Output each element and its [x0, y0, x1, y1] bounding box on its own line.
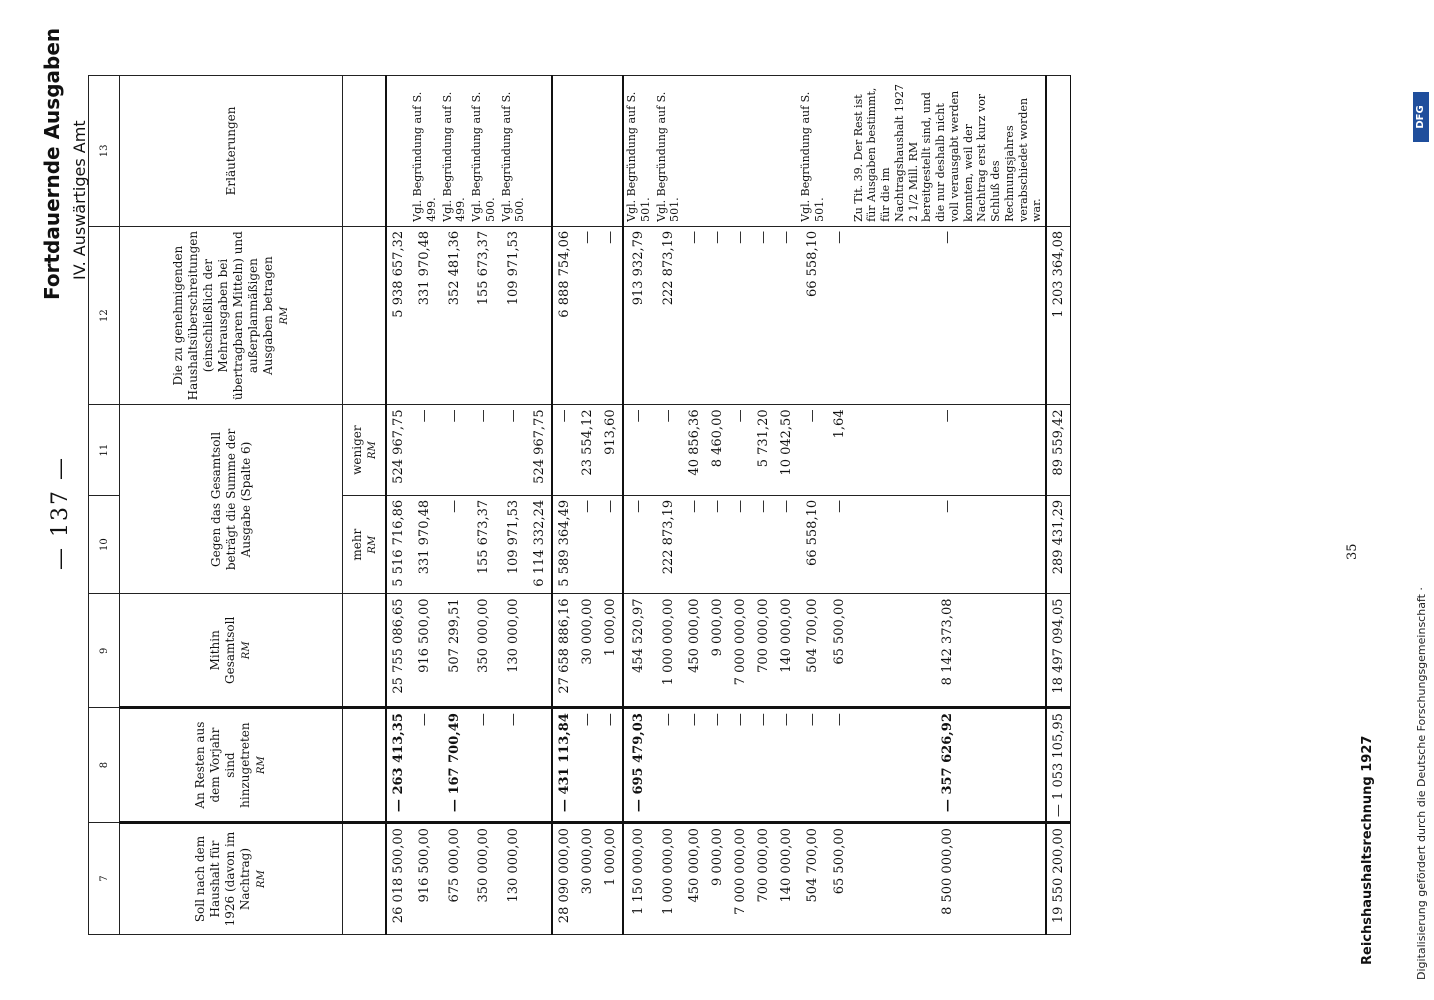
unit-label: RM	[278, 306, 290, 325]
cell-col11: —	[440, 405, 470, 495]
subheader-empty	[343, 226, 387, 405]
cell-col9: 1 000 000,00	[654, 594, 684, 708]
cell-col12: 66 558,10	[798, 226, 828, 405]
cell-col10: —	[706, 495, 729, 594]
cell-col12: 913 932,79	[623, 226, 654, 405]
cell-col10: 6 114 332,24	[528, 495, 552, 594]
header-col9-text: Mithin Gesamtsoll	[208, 616, 238, 684]
cell-col10: 66 558,10	[798, 495, 828, 594]
cell-col8: —	[828, 708, 851, 823]
cell-col11: 23 554,12	[576, 405, 599, 495]
colnum-12: 12	[89, 226, 120, 405]
cell-col11: 524 967,75	[528, 405, 552, 495]
cell-col12: —	[599, 226, 623, 405]
table-row	[775, 76, 798, 935]
cell-col7: 28 090 000,00	[552, 823, 576, 935]
header-col10-11: Gegen das Gesamtsoll beträgt die Summe der Ausgabe (Spalte 6)	[120, 405, 343, 594]
unit-label: RM	[367, 535, 378, 554]
cell-col13: Vgl. Begründung auf S. 499.	[410, 76, 440, 227]
cell-col11: 8 460,00	[706, 405, 729, 495]
digitization-note: Digitalisierung gefördert durch die Deutsche Forschungsgemeinschaft ·	[1415, 587, 1428, 980]
colnum-13: 13	[89, 76, 120, 227]
header-col13: Erläuterungen	[120, 76, 343, 227]
cell-col12: —	[851, 226, 1047, 405]
cell-col8	[528, 708, 552, 823]
cell-col10: —	[775, 495, 798, 594]
cell-col13	[1046, 76, 1071, 227]
subheader-empty	[343, 708, 387, 823]
cell-col7: 9 000,00	[706, 823, 729, 935]
table-row	[623, 76, 654, 935]
cell-col7: 1 000,00	[599, 823, 623, 935]
header-col11	[343, 405, 387, 495]
colnum-8: 8	[89, 708, 120, 823]
table-row	[1046, 76, 1071, 935]
header-col7-text: Soll nach dem Haushalt für 1926 (davon im Nachtrag)	[193, 831, 253, 927]
cell-col11: —	[410, 405, 440, 495]
table-row	[499, 76, 529, 935]
cell-col12: 109 971,53	[499, 226, 529, 405]
colnum-7: 7	[89, 823, 120, 935]
cell-col10: 289 431,29	[1046, 495, 1071, 594]
table-row	[440, 76, 470, 935]
cell-col8: — 431 113,84	[552, 708, 576, 823]
cell-col12: 352 481,36	[440, 226, 470, 405]
cell-col12: 155 673,37	[469, 226, 499, 405]
cell-col8: — 695 479,03	[623, 708, 654, 823]
header-col12	[120, 226, 343, 405]
cell-col11: 5 731,20	[752, 405, 775, 495]
header-col8-text: An Resten aus dem Vorjahr sind hinzugetreten	[193, 721, 253, 809]
cell-col10: —	[440, 495, 470, 594]
cell-col7: 19 550 200,00	[1046, 823, 1071, 935]
cell-col12	[528, 226, 552, 405]
cell-col11: —	[499, 405, 529, 495]
cell-col8: —	[499, 708, 529, 823]
table-row	[654, 76, 684, 935]
table-row	[851, 76, 1047, 935]
table-row	[683, 76, 706, 935]
cell-col9: 140 000,00	[775, 594, 798, 708]
page-number: — 137 —	[48, 456, 73, 570]
table-body	[386, 76, 1071, 935]
cell-col8: — 263 413,35	[386, 708, 410, 823]
cell-col10: 5 589 364,49	[552, 495, 576, 594]
cell-col12: —	[576, 226, 599, 405]
cell-col13: Vgl. Begründung auf S. 501.	[798, 76, 828, 227]
cell-col12: 5 938 657,32	[386, 226, 410, 405]
cell-col10: 155 673,37	[469, 495, 499, 594]
unit-label: RM	[241, 641, 253, 660]
cell-col10: —	[729, 495, 752, 594]
cell-col12: —	[706, 226, 729, 405]
cell-col10: 5 516 716,86	[386, 495, 410, 594]
header-col8	[120, 708, 343, 823]
cell-col13	[528, 76, 552, 227]
cell-col13	[683, 76, 706, 227]
column-header-row	[120, 76, 343, 935]
cell-col7: 7 000 000,00	[729, 823, 752, 935]
cell-col9: 18 497 094,05	[1046, 594, 1071, 708]
table-row	[576, 76, 599, 935]
cell-col13: Zu Tit. 39. Der Rest ist für Ausgaben bestimmt, für die im Nachtragshaushalt 1927 2 1/2 Mill. RM bereitgestellt sind, und die nur deshalb nicht voll verausgabt werden konnten, weil der Nachtrag erst kurz vor Schluß des Rechnungsjahres verabschiedet worden war.	[851, 76, 1047, 227]
cell-col8: —	[410, 708, 440, 823]
cell-col11: —	[654, 405, 684, 495]
cell-col9: 1 000,00	[599, 594, 623, 708]
table-row	[386, 76, 410, 935]
cell-col13	[576, 76, 599, 227]
cell-col10: —	[828, 495, 851, 594]
unit-label: RM	[367, 441, 378, 460]
cell-col10: 222 873,19	[654, 495, 684, 594]
cell-col13: Vgl. Begründung auf S. 501.	[654, 76, 684, 227]
cell-col9: 7 000 000,00	[729, 594, 752, 708]
cell-col9: 504 700,00	[798, 594, 828, 708]
cell-col13	[552, 76, 576, 227]
table-row	[599, 76, 623, 935]
cell-col8: —	[775, 708, 798, 823]
table-row	[410, 76, 440, 935]
sheet-number: 35	[1345, 543, 1360, 560]
cell-col9: 130 000,00	[499, 594, 529, 708]
cell-col8: —	[752, 708, 775, 823]
cell-col7: 8 500 000,00	[851, 823, 1047, 935]
cell-col7: 26 018 500,00	[386, 823, 410, 935]
cell-col11: 89 559,42	[1046, 405, 1071, 495]
table-row	[729, 76, 752, 935]
cell-col11: 10 042,50	[775, 405, 798, 495]
cell-col9: 916 500,00	[410, 594, 440, 708]
header-col10-text: mehr	[350, 528, 364, 561]
cell-col8: — 1 053 105,95	[1046, 708, 1071, 823]
cell-col13	[386, 76, 410, 227]
cell-col7: 140 000,00	[775, 823, 798, 935]
budget-table	[88, 75, 1071, 935]
cell-col8: —	[654, 708, 684, 823]
cell-col12: —	[729, 226, 752, 405]
cell-col7: 1 150 000,00	[623, 823, 654, 935]
page-subtitle: IV. Auswärtiges Amt	[70, 120, 89, 280]
cell-col10: —	[752, 495, 775, 594]
cell-col8: — 357 626,92	[851, 708, 1047, 823]
cell-col7: 30 000,00	[576, 823, 599, 935]
cell-col7: 916 500,00	[410, 823, 440, 935]
cell-col7: 504 700,00	[798, 823, 828, 935]
cell-col13: Vgl. Begründung auf S. 501.	[623, 76, 654, 227]
header-col7	[120, 823, 343, 935]
cell-col10: 331 970,48	[410, 495, 440, 594]
cell-col8: —	[469, 708, 499, 823]
cell-col10: —	[851, 495, 1047, 594]
cell-col7: 700 000,00	[752, 823, 775, 935]
table-row	[752, 76, 775, 935]
colnum-11: 11	[89, 405, 120, 495]
header-col10	[343, 495, 387, 594]
cell-col13	[828, 76, 851, 227]
cell-col11: 913,60	[599, 405, 623, 495]
cell-col9: 507 299,51	[440, 594, 470, 708]
subheader-empty	[343, 823, 387, 935]
cell-col12: —	[775, 226, 798, 405]
cell-col9: 27 658 886,16	[552, 594, 576, 708]
cell-col8: —	[798, 708, 828, 823]
cell-col12: 222 873,19	[654, 226, 684, 405]
cell-col10: —	[683, 495, 706, 594]
cell-col13: Vgl. Begründung auf S. 500.	[469, 76, 499, 227]
cell-col11: —	[623, 405, 654, 495]
table-row	[706, 76, 729, 935]
cell-col7: 675 000,00	[440, 823, 470, 935]
cell-col11: —	[552, 405, 576, 495]
cell-col8: —	[599, 708, 623, 823]
cell-col9: 8 142 373,08	[851, 594, 1047, 708]
table-row	[798, 76, 828, 935]
cell-col13	[775, 76, 798, 227]
cell-col12: 331 970,48	[410, 226, 440, 405]
cell-col9: 9 000,00	[706, 594, 729, 708]
cell-col7	[528, 823, 552, 935]
unit-label: RM	[256, 870, 268, 888]
cell-col9: 350 000,00	[469, 594, 499, 708]
cell-col11: 524 967,75	[386, 405, 410, 495]
cell-col11: —	[729, 405, 752, 495]
header-col12-text: Die zu genehmigenden Haushaltsüberschreitungen (einschließlich der Mehrausgaben bei übertragbaren Mitteln) und außerplanmäßigen Ausgaben betragen	[170, 230, 275, 401]
cell-col9: 700 000,00	[752, 594, 775, 708]
cell-col12: 6 888 754,06	[552, 226, 576, 405]
cell-col8: —	[729, 708, 752, 823]
cell-col9: 25 755 086,65	[386, 594, 410, 708]
cell-col8: —	[576, 708, 599, 823]
colnum-10: 10	[89, 495, 120, 594]
cell-col9: 454 520,97	[623, 594, 654, 708]
cell-col13	[599, 76, 623, 227]
cell-col12: —	[828, 226, 851, 405]
column-subheader-row	[343, 76, 387, 935]
cell-col7: 350 000,00	[469, 823, 499, 935]
cell-col9: 65 500,00	[828, 594, 851, 708]
cell-col10: —	[599, 495, 623, 594]
cell-col7: 450 000,00	[683, 823, 706, 935]
header-col11-text: weniger	[350, 425, 364, 475]
dfg-logo: DFG	[1413, 92, 1429, 142]
unit-label: RM	[256, 756, 268, 774]
cell-col13	[729, 76, 752, 227]
cell-col12: —	[752, 226, 775, 405]
cell-col11: —	[851, 405, 1047, 495]
cell-col7: 130 000,00	[499, 823, 529, 935]
cell-col8: — 167 700,49	[440, 708, 470, 823]
subheader-empty	[343, 594, 387, 708]
cell-col13: Vgl. Begründung auf S. 499.	[440, 76, 470, 227]
cell-col7: 1 000 000,00	[654, 823, 684, 935]
table-row	[552, 76, 576, 935]
cell-col8: —	[683, 708, 706, 823]
table-row	[469, 76, 499, 935]
cell-col11: 40 856,36	[683, 405, 706, 495]
cell-col12: —	[683, 226, 706, 405]
cell-col13: Vgl. Begründung auf S. 500.	[499, 76, 529, 227]
cell-col9: 30 000,00	[576, 594, 599, 708]
cell-col10: —	[623, 495, 654, 594]
cell-col11: 1,64	[828, 405, 851, 495]
footer-note: Reichshaushaltsrechnung 1927	[1360, 735, 1375, 965]
cell-col11: —	[469, 405, 499, 495]
table-row	[828, 76, 851, 935]
cell-col7: 65 500,00	[828, 823, 851, 935]
cell-col12: 1 203 364,08	[1046, 226, 1071, 405]
table-row	[528, 76, 552, 935]
header-col9	[120, 594, 343, 708]
cell-col8: —	[706, 708, 729, 823]
cell-col13	[706, 76, 729, 227]
cell-col9: 450 000,00	[683, 594, 706, 708]
page-title: Fortdauernde Ausgaben	[40, 27, 64, 300]
cell-col10: —	[576, 495, 599, 594]
colnum-9: 9	[89, 594, 120, 708]
column-number-row	[89, 76, 120, 935]
subheader-empty	[343, 76, 387, 227]
cell-col10: 109 971,53	[499, 495, 529, 594]
cell-col9	[528, 594, 552, 708]
cell-col13	[752, 76, 775, 227]
cell-col11: —	[798, 405, 828, 495]
